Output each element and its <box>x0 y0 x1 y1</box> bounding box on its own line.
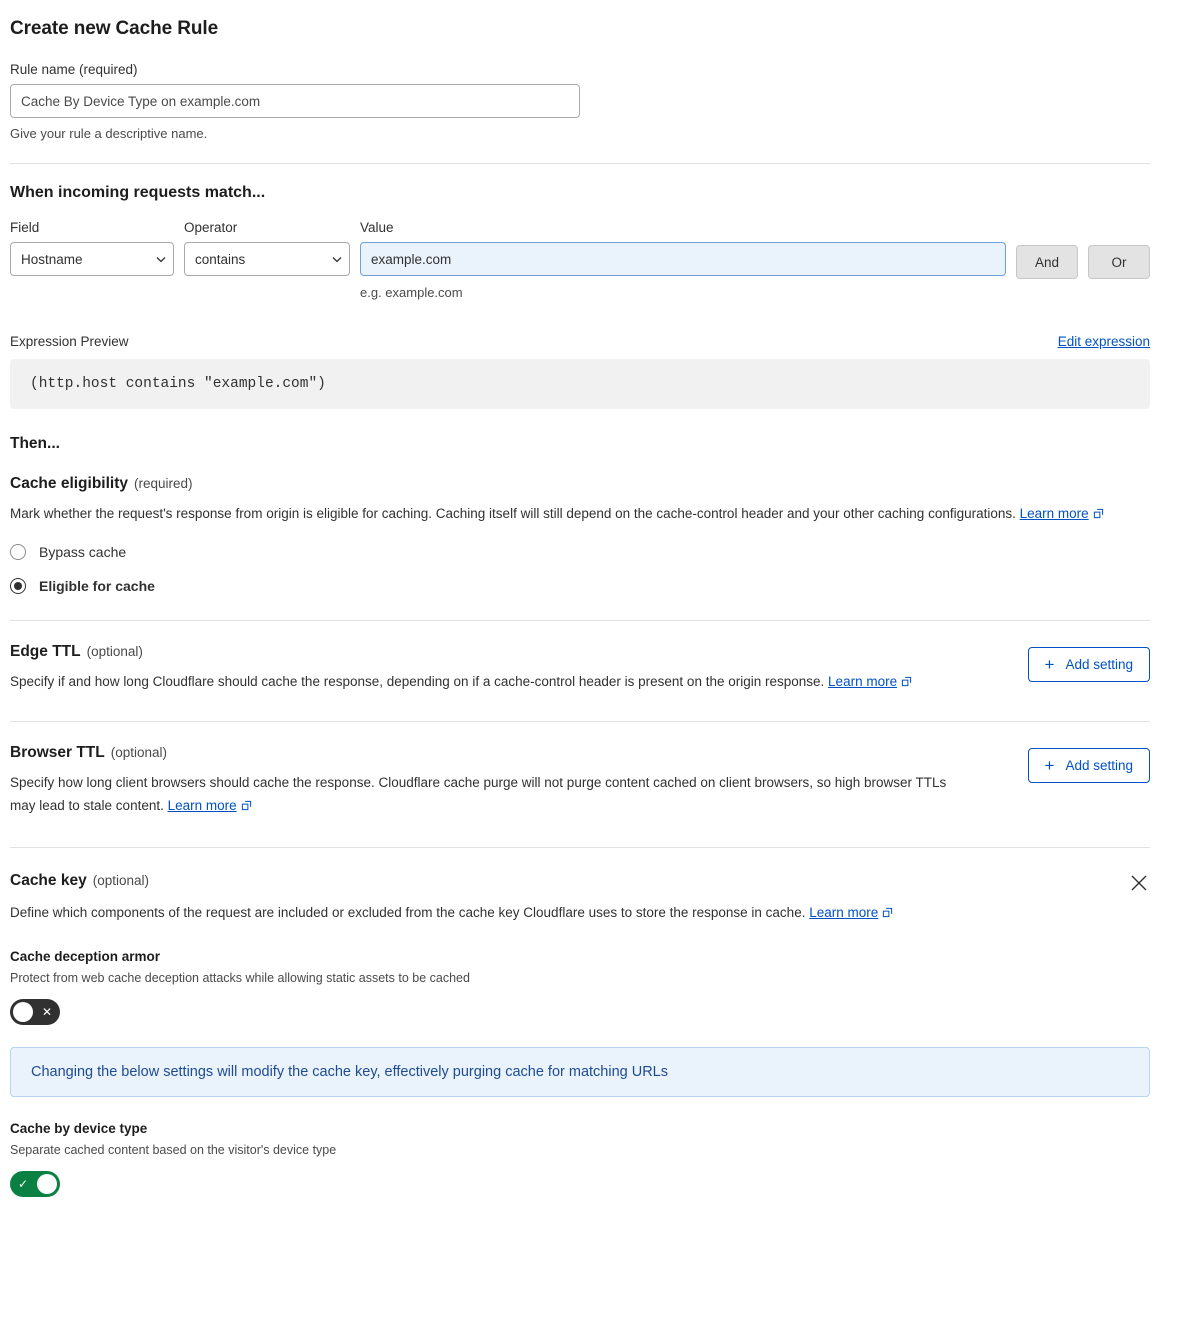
edit-expression-link[interactable]: Edit expression <box>1057 334 1150 349</box>
expression-preview-box: (http.host contains "example.com") <box>10 359 1150 409</box>
external-link-icon <box>901 672 912 683</box>
value-label: Value <box>360 220 394 235</box>
radio-eligible-for-cache[interactable] <box>10 578 1150 594</box>
then-heading: Then... <box>10 435 60 452</box>
browser-ttl-optional-tag: (optional) <box>110 744 168 760</box>
cache-eligibility-description <box>10 503 1125 526</box>
rule-name-input[interactable] <box>10 84 580 118</box>
toggle-knob <box>37 1174 57 1194</box>
edge-ttl-left <box>10 643 1004 694</box>
rule-name-helper: Give your rule a descriptive name. <box>10 126 208 141</box>
field-label: Field <box>10 220 40 235</box>
browser-ttl-description <box>10 772 960 818</box>
cache-eligibility-learn-more-link[interactable]: Learn more <box>1019 506 1089 521</box>
cache-eligibility-title: Cache eligibility <box>10 475 129 492</box>
edge-ttl-optional-tag: (optional) <box>86 643 143 659</box>
external-link-icon <box>241 796 252 807</box>
match-heading: When incoming requests match... <box>10 184 266 201</box>
logic-buttons <box>1016 220 1150 279</box>
browser-ttl-title: Browser TTL <box>10 743 105 761</box>
cache-key-header <box>10 872 1150 894</box>
browser-ttl-add-setting-button[interactable] <box>1028 748 1150 783</box>
and-button[interactable]: And <box>1016 245 1078 279</box>
cache-key-description-text: Define which components of the request are included or excluded from the cache key Cloudflare uses to store the response in cache. <box>10 904 806 920</box>
edge-ttl-title: Edge TTL <box>10 642 81 660</box>
value-hint: e.g. example.com <box>360 285 463 300</box>
edge-ttl-description <box>10 671 970 694</box>
operator-label: Operator <box>184 220 238 235</box>
browser-ttl-learn-more-link[interactable]: Learn more <box>167 797 237 813</box>
cache-deception-armor-toggle[interactable] <box>10 999 60 1025</box>
divider-4 <box>10 847 1150 848</box>
match-section <box>10 184 1150 300</box>
cache-key-learn-more-link[interactable]: Learn more <box>809 904 879 920</box>
cache-key-description <box>10 902 1020 925</box>
toggle-mark: ✓ <box>18 1176 29 1191</box>
match-row <box>10 220 1150 300</box>
or-button[interactable]: Or <box>1088 245 1150 279</box>
browser-ttl-section <box>10 744 1150 818</box>
cache-key-optional-tag: (optional) <box>92 872 149 888</box>
edge-ttl-add-setting-label: Add setting <box>1065 656 1133 672</box>
radio-bypass-cache-label: Bypass cache <box>39 543 127 560</box>
toggle-knob <box>13 1002 33 1022</box>
external-link-icon <box>1093 504 1104 515</box>
expression-preview-label: Expression Preview <box>10 334 129 349</box>
browser-ttl-left <box>10 744 1004 818</box>
cache-eligibility-section <box>10 475 1150 594</box>
operator-column <box>184 220 350 276</box>
value-column <box>360 220 1006 300</box>
browser-ttl-description-text: Specify how long client browsers should cache the response. Cloudflare cache purge will not purge content cached on client browsers, so high browser TTLs may lead to stale content. <box>10 774 947 813</box>
edge-ttl-learn-more-link[interactable]: Learn more <box>828 673 898 689</box>
cache-deception-armor-description: Protect from web cache deception attacks while allowing static assets to be cached <box>10 970 470 985</box>
cache-key-title: Cache key <box>10 871 87 889</box>
cache-by-device-type-title: Cache by device type <box>10 1120 148 1136</box>
value-input[interactable] <box>360 242 1006 276</box>
toggle-mark: ✕ <box>41 1004 52 1019</box>
plus-icon: + <box>1044 654 1055 674</box>
edge-ttl-description-text: Specify if and how long Cloudflare should cache the response, depending on if a cache-control header is present on the origin response. <box>10 673 825 689</box>
operator-select[interactable] <box>184 242 350 276</box>
page-title: Create new Cache Rule <box>10 18 219 39</box>
cache-deception-armor-title: Cache deception armor <box>10 948 161 964</box>
plus-icon: + <box>1044 755 1055 775</box>
radio-eligible-for-cache-circle <box>10 578 26 594</box>
radio-eligible-for-cache-label: Eligible for cache <box>39 577 155 594</box>
field-select[interactable] <box>10 242 174 276</box>
edge-ttl-add-setting-button[interactable] <box>1028 647 1150 682</box>
divider-2 <box>10 620 1150 621</box>
divider-3 <box>10 721 1150 722</box>
browser-ttl-add-setting-label: Add setting <box>1065 757 1133 773</box>
cache-eligibility-description-text: Mark whether the request's response from origin is eligible for caching. Caching itself will still depend on the cache-control header and your other caching configurations. <box>10 506 1016 521</box>
close-icon[interactable] <box>1128 872 1150 894</box>
external-link-icon <box>882 903 893 914</box>
radio-bypass-cache[interactable] <box>10 544 1150 560</box>
cache-key-info-banner: Changing the below settings will modify the cache key, effectively purging cache for matching URLs <box>10 1047 1150 1097</box>
field-column <box>10 220 174 276</box>
cache-by-device-type-description: Separate cached content based on the visitor's device type <box>10 1142 337 1157</box>
operator-select-value: contains <box>184 242 350 276</box>
rule-name-section <box>10 62 1150 141</box>
expression-header <box>10 334 1150 349</box>
divider-1 <box>10 163 1150 164</box>
edge-ttl-section <box>10 643 1150 694</box>
radio-bypass-cache-circle <box>10 544 26 560</box>
cache-by-device-type-toggle[interactable] <box>10 1171 60 1197</box>
cache-key-section <box>10 872 1150 1197</box>
cache-eligibility-required-tag: (required) <box>134 476 193 491</box>
rule-name-label: Rule name (required) <box>10 62 138 77</box>
field-select-value: Hostname <box>10 242 174 276</box>
